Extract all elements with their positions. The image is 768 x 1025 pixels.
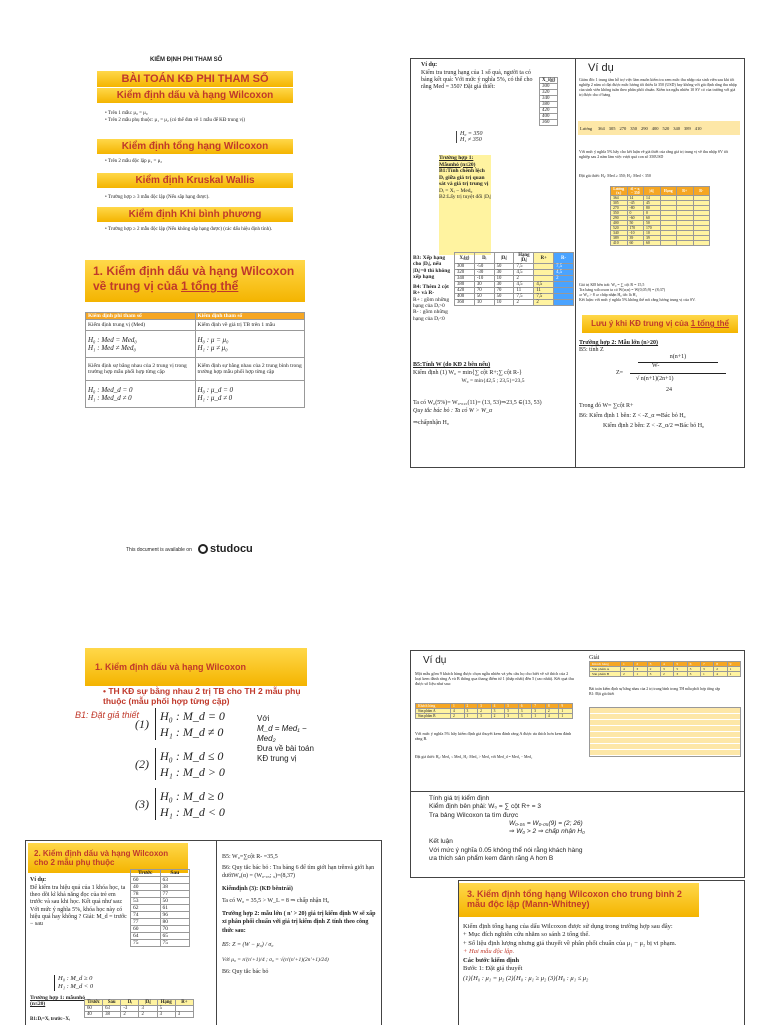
page-6 [25,840,382,1025]
table-row: 320 -30 30 4,5 4,5 [455,270,574,276]
table-header: |dᵢ| [644,187,661,196]
salary-value: 400 [651,126,659,131]
calc-table [610,186,710,246]
table-header: Trước [131,870,161,877]
question-text: Với mức ý nghĩa 5% hãy kiểm định giả thuyết kem đánh răng A được ưa thích hơn kem đánh răng B. [415,731,572,742]
page-4: 1. Kiểm định dấu và hạng Wilcoxon • TH KĐ sự bằng nhau 2 trị TB cho TH 2 mẫu phụ thuộc (mẫu phối hợp từng cặp) B1: Đặt giả thiết (1) H₀ : M_d = 0 H₁ : M_d ≠ 0 (2) H₀ : M_d ≤ 0 H₁ : M_d > 0 (3) H₀ : M_d ≥ 0 H₁ : M_d < 0 Với M_d = Med₁ − Med₂ Đưa về bài toán KĐ trung vị [85,648,310,828]
case-2-rules: Trong đó W= ∑cột R+ B6: Kiểm định 1 bên: Z < -Z_α ⇒Bác bỏ H₀ Kiểm định 2 bên: Z < -Z_α/2 ⇒Bác bỏ H₀ [579,403,705,429]
footer-text: This document is available on [126,547,192,553]
salary-value: 364 [598,126,605,131]
banner-main: BÀI TOÁN KĐ PHI THAM SỐ [97,71,293,87]
section-title: 1. Kiểm định dấu và hạng Wilcoxon về trung vị của [93,264,295,293]
example-title: Ví dụ [423,655,447,666]
data-table [539,77,558,126]
right-column: B5: W₀=∑cột R- =35,5 B6: Quy tắc bác bỏ : Tra bảng 6 để tìm giới hạn trênvà giới hạn dướiW₀(α) = (W₀.₀₅; ₉)=(8,37) Kiểmđịnh (3): (KĐ bêntrái) Ta có W₀ = 35,5 > W_L = 8 ⇒ chấp nhận H₀ Trường hợp 2: mẫu lớn ( n' > 20) giá trị kiểm định W sẽ xấp xỉ phân phối chuẩn với giá trị kiểm định Z tính theo công thức sau: B5: Z = (W − μ₀) / σ₀ Với μ₀ = n'(n'+1)/4 ; σ₀ = √(n'(n'+1)(2n'+1)/24) B6: Quy tắc bác bỏ [222,854,376,975]
b1-text: B1:Dᵢ=Xᵢ trước−Xᵢ [30,1017,70,1022]
table-row: 380 30 30 4,5 4,5 [455,282,574,288]
product-table [415,703,573,719]
page-2 [410,58,577,468]
case-1-text: Trường hợp 1: Mẫunhỏ (n≤20) B1:Tính chênh lệch Dᵢ giữa giá trị quan sát và giá trị trung vị Dᵢ = Xᵢ − Med₀ B2:Lấy trị tuyệt đối |Dᵢ| [439,155,491,255]
note-banner: Lưu ý khi KĐ trung vị của 1 tổng thể [582,315,738,333]
page-title: KIỂM ĐỊNH PHI THAM SỐ [150,57,223,63]
case-1-label: Trường hợp 1: mẫunhỏ (n≤20) [30,995,85,1007]
comparison-table [85,312,305,408]
studocu-logo-icon [198,544,208,554]
section-banner: 2. Kiểm định dấu và hạng Wilcoxon cho 2 mẫu phụ thuộc [28,843,188,873]
table-cell: H₀ : Med_d = 0 H₁ : Med_d ≠ 0 [86,381,196,408]
hypothesis: H₀ = 350 H₁ ≠ 350 [456,131,482,143]
solution-text: Bài toán kiểm định sự bằng nhau của 2 trị trung bình trong TH mẫu phối hợp từng cặp B1: Đặt giả thiết [589,687,721,696]
table-row: 300 -50 50 7,5 7,5 [455,264,574,270]
example-text: Kiểm tra trung hạng của 1 số quả, người ta có bảng kết quả: Với mức ý nghĩa 5%, có thể cho rằng Med = 350? Đặt giả thiết: [421,70,533,90]
list-item: • Trường hợp ≥ 2 mẫu độc lập (Nếu không sắp hạng được) (các dấu hiệu định tính). [105,227,272,232]
table-row: 520 170 170 [611,226,710,231]
hypothesis-text: Đặt giả thiết: H₀: Med ≥ 350; H₁: Med < 350 [579,173,651,178]
table-cell: 400 [540,114,558,120]
banner-kruskal: Kiểm định Kruskal Wallis [97,173,293,188]
table-row: 60 63 -3 3 5 [85,1006,194,1012]
table-row: 53 50 [131,898,190,905]
table-header: Hạng |Dᵢ| [514,253,534,264]
salary-value: 520 [662,126,670,131]
section-title-underline: 1 tổng thể [181,279,239,293]
table-row: 60 70 [131,926,190,933]
section-banner: 3. Kiểm định tổng hạng Wilcoxon cho trung bình 2 mẫu độc lập (Mann-Whitney) [459,883,699,917]
side-note: Với M_d = Med₁ − Med₂ Đưa về bài toán KĐ trung vị [257,714,314,763]
section-banner: 1. Kiểm định dấu và hạng Wilcoxon [85,648,307,686]
question-text: Với mức ý nghĩa 5% hãy cho kết luận về giả thiết của rằng giá trị trung vị về thu nhập SV tốt nghiệp sau 2 năm làm việc vượt quá con số 350USD [579,149,729,159]
table-row: 360 10 10 2 2 [455,300,574,306]
table-row: Sản phẩm B 2 1 3 2 3 3 1 4 1 [416,714,573,719]
solution-table-top: Khách hàng 1 2 3 4 5 6 7 8 9 Sản phẩm A 4 3 2 3 5 3 3 2 1 Sản phẩm B 2 1 3 2 3 3 1 4 1 [589,661,741,677]
table-cell: Kiểm định sự bằng nhau của 2 trung bình trong trường hợp mẫu phối hợp từng cặp [195,358,305,381]
bullet: • TH KĐ sự bằng nhau 2 trị TB cho TH 2 mẫu phụ thuộc (mẫu phối hợp từng cặp) [103,686,301,706]
table-header: Lương (xᵢ) [611,187,628,196]
table-row: 60 63 [131,877,190,884]
table-row: Sản phẩm A 4 3 2 3 5 3 3 2 1 [416,709,573,714]
salary-value: 350 [630,126,637,131]
list-item: • Trường hợp ≥ 3 mẫu độc lập (Nếu sắp hạng được). [105,195,210,200]
table-cell: 360 [540,120,558,126]
solution-grid [589,707,741,757]
table-cell: 340 [540,96,558,102]
table-header: R+ [677,187,694,196]
table-row: 420 70 70 11 11 [455,288,574,294]
table-row: 410 60 60 [611,241,710,246]
table-row: 40 38 2 2 3 3 [85,1012,194,1018]
hypothesis-text: Đặt giả thiết: H₀: Med₁ ≤ Med₂ H₁: Med₁ > Med₂ với Med_d = Med₁ − Med₂ [415,755,533,759]
footer [126,544,326,558]
table-cell: 320 [540,90,558,96]
banner-chi-square: Kiểm định Khi bình phương [97,207,293,222]
table-cell: Kiểm định trung vị (Med) [86,320,196,331]
studocu-brand[interactable]: studocu [210,543,253,555]
table-header: R+ [534,253,554,264]
table-row: 290 -60 60 [611,216,710,221]
table-row: 77 80 [131,919,190,926]
section-banner [85,260,305,302]
table-cell: 300 [540,84,558,90]
table-cell: H₀ : μ_d = 0 H₁ : μ_d ≠ 0 [195,381,305,408]
list-item: • Trên 1 mẫu: μ₀ = μ₀ [105,111,148,116]
b5-text: B5:Tính W (do KĐ 2 bên nếu) Kiểm định (1) W₀ = min{∑ cột R+;∑ cột R-} W₀ = min{42,5 ; 23,5}=23,5 Ta có W₀(5%)= W₀.₀₂₅(11)= (13, 53)⇒23,5 ∈(13, 53) Quy tắc bác bỏ : Ta có W > W_α ⇒chấpnhận H₀ [413,362,542,426]
table-row: 389 39 39 [611,236,710,241]
table-row: 350 0 0 [611,211,710,216]
table-header: Xᵢ(g) [455,253,475,264]
table-row: 64 65 [131,933,190,940]
table-header: Hạng [660,187,677,196]
table-row: 75 75 [131,940,190,947]
list-item: • Trên 2 mẫu độc lập μ₁ = μ₂ [105,159,163,164]
table-header: Kiểm định tham số [195,313,305,320]
page-3 [575,58,745,468]
table-row: 270 -80 80 [611,206,710,211]
table-cell: 420 [540,108,558,114]
divider [411,791,744,792]
example-title: Ví dụ [588,62,614,74]
table-row: 340 -10 10 2 2 [455,276,574,282]
table-cell: H₀ : μ = μ₀ H₁ : μ ≠ μ₀ [195,331,305,358]
table-row: 78 77 [131,891,190,898]
table-row: 305 -45 45 [611,201,710,206]
example-label: Ví dụ: [421,62,438,68]
table-cell: Kiểm định về giá trị TB trên 1 mẫu [195,320,305,331]
hypothesis: H₀ : M_d ≥ 0 H₁ : M_d < 0 [54,975,93,991]
page-5 [410,650,745,878]
table-header: dᵢ = xᵢ − 350 [627,187,644,196]
case-2: Trường hợp 2: Mẫu lớn (n>20) B5: tính Z [579,340,659,353]
salary-value: 340 [673,126,680,131]
example-label: Ví dụ: [30,877,47,883]
table-row: 62 61 [131,905,190,912]
table-header: Dᵢ [474,253,494,264]
solution-label: Giải [589,655,600,661]
table-row: 400 50 50 7,5 7,5 [455,294,574,300]
list-item: • Trên 2 mẫu phụ thuộc: μ₁ = μ₂ (có thể đưa về 1 mẫu để KĐ trung vị) [105,118,245,123]
table-header: R- [554,253,574,264]
page-1 [85,55,310,435]
table-header: R- [693,187,710,196]
salary-value: 270 [619,126,627,131]
example-text: Để kiểm tra hiệu quả của 1 khóa học, ta theo dõi kĩ khả năng đọc của trẻ em trước và sau khi học. Kết quả như sau: Với mức ý nghĩa 5%, khóa học này có hiệu quả hay không ? Giải: M_d = trước − sau [30,885,127,928]
step-label: B1: Đặt giả thiết [75,710,140,720]
salary-value: 410 [694,126,702,131]
table-row: Khách hàng 1 2 3 4 5 6 7 8 9 [416,704,573,709]
table-row: 364 14 14 [611,196,710,201]
banner-wilcoxon-sign: Kiểm định dấu và hạng Wilcoxon [97,88,293,103]
rank-table: Trước Sau Dᵢ |Dᵢ| Hạng R+ 60 63 -3 3 5 40 38 2 2 3 3 [84,999,194,1018]
salary-value: 389 [684,126,691,131]
divider [216,841,217,1025]
before-after-table [130,869,190,947]
banner-rank-sum: Kiểm định tổng hạng Wilcoxon [97,139,293,154]
table-header: |Dᵢ| [494,253,514,264]
salary-row: Lương 364 305 270 350 290 400 520 340 389 410 [578,121,740,135]
table-cell: H₀ : Med = Med₀ H₁ : Med ≠ Med₀ [86,331,196,358]
conclusion: Tính giá trị kiểm định Kiểm định bên phải: W₀ = ∑ cột R+ = 3 Tra bảng Wilcoxon ta tìm được W₀.₀₅ = W₀.₀₅(9) = (2; 26) ⇒ W₀ > 2 ⇒ chấp nhận H₀ Kết luận Với mức ý nghĩa 0.05 không thể nói rằng khách hàng ưa thích sản phẩm kem đánh răng A hơn B [429,795,585,863]
body-text: Kiểm định tổng hạng của dấu Wilcoxon được sử dụng trong trường hợp sau đây: + Mục đích nghiên cứu nhằm so sánh 2 tổng thể. + Số liệu định lượng nhưng giả thuyết về phân phối chuẩn của μ₁ − μ₂ bị vi phạm. + Hai mẫu độc lập. Các bước kiểm định Bước 1: Đặt giả thuyết (1){H₀ : μ₁ = μ₂ (2){H₀ : μ₁ ≥ μ₂ (3){H₀ : μ₁ ≤ μ₂ [463,923,677,983]
table-header: Sau [160,870,190,877]
example-text: Giám đốc 1 trung tâm hỗ trợ việc làm muốn kiểm tra xem mức thu nhập của sinh viên sau khi tốt nghiệp 2 năm có đạt được mức lương tối thiểu là 350 (USD) hay không với giả định rằng thu nhập của sinh viên không tuân theo phân phối chuẩn. Kiểm tra ngẫu nhiên 10 SV có của trường với giá trị được cho ở bảng [579,77,737,97]
table-row: 74 96 [131,912,190,919]
salary-value: 305 [608,126,616,131]
example-text: Một mẫu gồm 9 khách hàng được chọn ngẫu nhiên và yêu cầu họ cho biết về sở thích của 2 loại kem đánh răng A và B thông qua thang điểm từ 1 (thấp nhất) đến 5 (cao nhất). Kết quả thu được số liệu như sau: [415,671,574,687]
table-cell: Kiểm định sự bằng nhau của 2 trung vị trong trường hợp mẫu phối hợp từng cặp [86,358,196,381]
table-row: 40 38 [131,884,190,891]
rank-table [454,252,574,306]
table-row: 340 -10 10 [611,231,710,236]
table-row: 400 50 50 [611,221,710,226]
z-formula: Z= n(n+1) W- √ n(n+1)(2n+1) 24 [616,354,726,398]
table-header: X_i(g) [540,78,558,84]
notes: Giá trị KĐ bên trái: W₀ = ∑ cột R = 15,5 Tra bảng wilcoxon ta có W(α;n) = W(0,05;9) = (8;37) ⇒ W₀ > 8 ⇒ chấp nhận H₀ tức là H₁ Kết luận: với mức ý nghĩa 5% không thể nói rằng lương trung vị của SV. [579,282,696,302]
table-cell: 380 [540,102,558,108]
steps-text: B3: Xếp hạng cho |Dᵢ|, nếu |Dᵢ|=0 thì không xếp hạng B4: Thêm 2 cột R+ và R- R+ : gồm những hạng của Dᵢ>0 R- : gồm những hạng của Dᵢ<0 [413,255,451,322]
page-7 [458,880,745,1025]
salary-value: 290 [641,126,648,131]
table-header: Kiểm định phi tham số [86,313,196,320]
